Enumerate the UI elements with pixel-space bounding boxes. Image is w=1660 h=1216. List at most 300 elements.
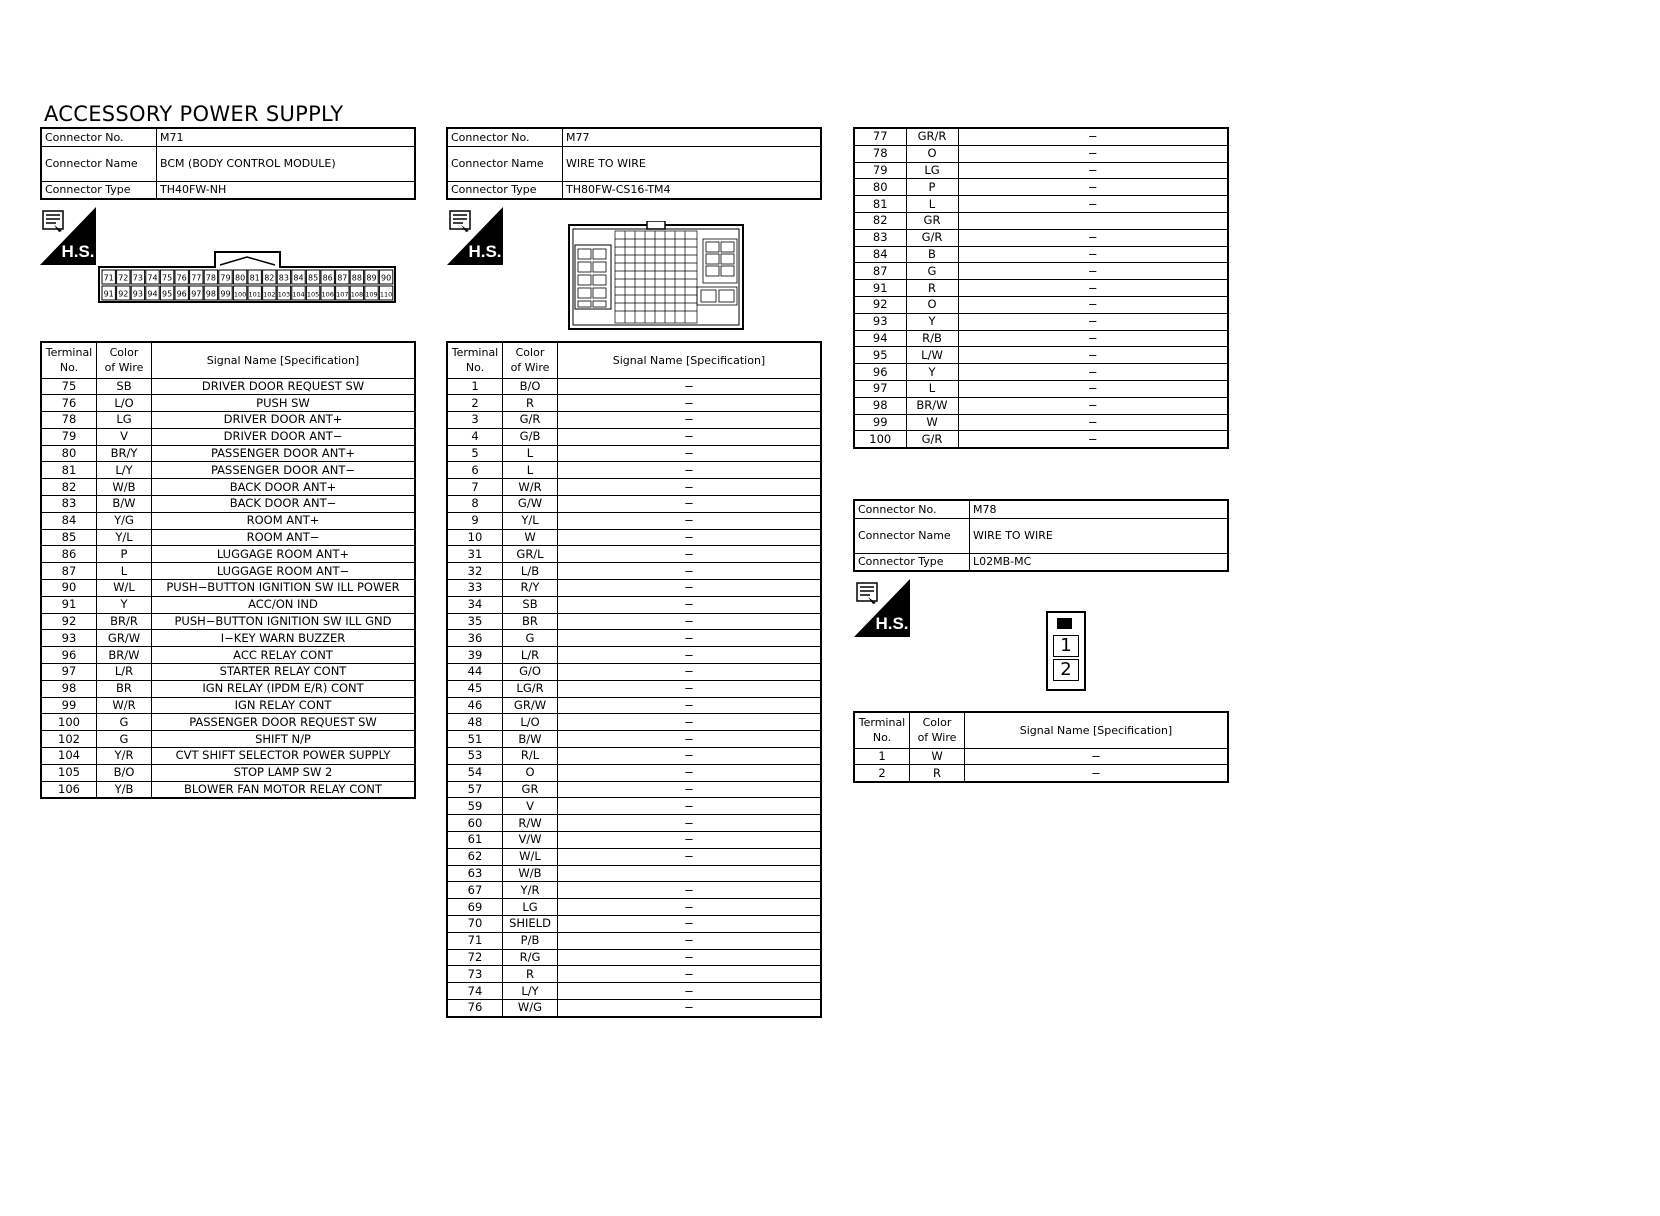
signal-name-cell: SHIFT N/P	[152, 731, 416, 748]
wire-color-cell: L/W	[906, 347, 958, 364]
wire-color-cell: G	[503, 630, 558, 647]
m77-info-table	[446, 127, 822, 200]
signal-name-cell: −	[958, 229, 1228, 246]
terminal-no-cell: 8	[447, 496, 503, 513]
terminal-no-cell: 98	[854, 397, 906, 414]
wire-color-cell: GR	[906, 212, 958, 229]
terminal-no-cell: 78	[41, 412, 97, 429]
table-row	[41, 764, 415, 781]
wire-color-cell: Y/G	[97, 512, 152, 529]
wire-color-cell: L/O	[503, 714, 558, 731]
table-row	[447, 832, 821, 849]
connector-type-label: Connector Type	[447, 181, 563, 199]
cavity-number: 93	[132, 289, 143, 299]
table-row	[447, 613, 821, 630]
signal-name-cell: ROOM ANT+	[152, 512, 416, 529]
terminal-no-cell: 73	[447, 966, 503, 983]
terminal-no-cell: 85	[41, 529, 97, 546]
terminal-no-cell: 99	[41, 697, 97, 714]
wire-color-cell: V	[97, 428, 152, 445]
wire-color-cell: GR/W	[97, 630, 152, 647]
terminal-no-cell: 84	[41, 512, 97, 529]
terminal-no-cell: 99	[854, 414, 906, 431]
table-row	[854, 212, 1228, 229]
m78-connector-block	[853, 499, 1229, 572]
signal-name-cell: −	[958, 263, 1228, 280]
cavity-number: 107	[336, 290, 349, 299]
signal-name-cell: ACC RELAY CONT	[152, 647, 416, 664]
signal-name-cell: CVT SHIFT SELECTOR POWER SUPPLY	[152, 748, 416, 765]
cavity-number: 94	[147, 289, 158, 299]
table-row	[854, 179, 1228, 196]
wire-color-cell: Y/R	[503, 882, 558, 899]
svg-text:H.S.: H.S.	[61, 242, 95, 261]
svg-text:H.S.: H.S.	[875, 614, 909, 633]
m71-connector-name: BCM (BODY CONTROL MODULE)	[157, 146, 416, 181]
wire-color-cell: LG/R	[503, 680, 558, 697]
page-title: ACCESSORY POWER SUPPLY	[44, 102, 344, 126]
signal-name-header: Signal Name [Specification]	[558, 342, 822, 378]
signal-name-cell: −	[958, 296, 1228, 313]
connector-no-label: Connector No.	[854, 500, 970, 518]
terminal-no-cell: 3	[447, 412, 503, 429]
m77-connector-name: WIRE TO WIRE	[563, 146, 822, 181]
wire-color-cell: W/L	[503, 848, 558, 865]
wire-color-cell: B/O	[503, 378, 558, 395]
signal-name-cell: I−KEY WARN BUZZER	[152, 630, 416, 647]
cavity-number: 81	[249, 273, 260, 283]
signal-name-cell: PASSENGER DOOR ANT−	[152, 462, 416, 479]
wire-color-cell: GR/L	[503, 546, 558, 563]
signal-name-cell: DRIVER DOOR ANT−	[152, 428, 416, 445]
cavity-number: 78	[205, 273, 216, 283]
terminal-no-cell: 94	[854, 330, 906, 347]
cavity-number: 106	[321, 290, 334, 299]
wire-color-cell: L	[906, 380, 958, 397]
terminal-no-cell: 51	[447, 731, 503, 748]
signal-name-cell: −	[558, 748, 822, 765]
wire-color-cell: SB	[503, 596, 558, 613]
signal-name-cell: PASSENGER DOOR REQUEST SW	[152, 714, 416, 731]
signal-name-cell: −	[558, 462, 822, 479]
wire-color-cell: L/B	[503, 563, 558, 580]
terminal-no-cell: 100	[854, 431, 906, 448]
wire-color-cell: Y/R	[97, 748, 152, 765]
table-row	[854, 765, 1228, 782]
terminal-no-cell: 93	[41, 630, 97, 647]
signal-name-cell: IGN RELAY (IPDM E/R) CONT	[152, 680, 416, 697]
wire-color-cell: B/W	[503, 731, 558, 748]
table-row	[447, 882, 821, 899]
wire-color-header: Color of Wire	[97, 342, 152, 378]
wire-color-cell: G/R	[503, 412, 558, 429]
wire-color-cell: LG	[503, 899, 558, 916]
signal-name-cell: DRIVER DOOR ANT+	[152, 412, 416, 429]
terminal-no-cell: 33	[447, 580, 503, 597]
signal-name-cell: −	[558, 563, 822, 580]
m77-connector-face	[567, 221, 745, 335]
signal-name-cell: −	[558, 983, 822, 1000]
connector-lock-key	[1057, 618, 1072, 629]
terminal-no-cell: 98	[41, 680, 97, 697]
table-row	[447, 949, 821, 966]
m71-connector-face	[97, 249, 397, 308]
table-row	[447, 580, 821, 597]
terminal-no-cell: 83	[41, 496, 97, 513]
m71-connector-no: M71	[157, 128, 416, 146]
terminal-no-cell: 2	[854, 765, 910, 782]
signal-name-cell: −	[558, 445, 822, 462]
wire-color-cell: R	[906, 280, 958, 297]
cavity-number: 91	[103, 289, 114, 299]
wire-color-cell: V/W	[503, 832, 558, 849]
signal-name-cell: −	[558, 596, 822, 613]
cavity-number: 109	[365, 290, 378, 299]
signal-name-cell: IGN RELAY CONT	[152, 697, 416, 714]
cavity-number: 76	[176, 273, 187, 283]
signal-name-cell: −	[558, 630, 822, 647]
signal-name-cell: −	[958, 280, 1228, 297]
wire-color-cell: G/W	[503, 496, 558, 513]
table-row	[854, 347, 1228, 364]
wire-color-cell: W	[906, 414, 958, 431]
table-row	[41, 529, 415, 546]
terminal-no-header: Terminal No.	[854, 712, 910, 748]
terminal-no-cell: 93	[854, 313, 906, 330]
connector-no-label: Connector No.	[447, 128, 563, 146]
wire-color-cell: W	[503, 529, 558, 546]
table-row	[41, 731, 415, 748]
signal-name-cell: −	[558, 949, 822, 966]
terminal-no-cell: 90	[41, 580, 97, 597]
table-row	[447, 563, 821, 580]
cavity-number: 82	[264, 273, 275, 283]
terminal-no-cell: 7	[447, 479, 503, 496]
wire-color-cell: BR	[503, 613, 558, 630]
table-row	[41, 546, 415, 563]
cavity-number: 88	[351, 273, 362, 283]
connector-type-label: Connector Type	[41, 181, 157, 199]
table-row	[447, 596, 821, 613]
table-row	[447, 462, 821, 479]
m78-connector-no: M78	[970, 500, 1229, 518]
terminal-no-cell: 96	[854, 364, 906, 381]
signal-name-cell: −	[958, 145, 1228, 162]
signal-name-cell: PUSH SW	[152, 395, 416, 412]
harness-side-icon	[854, 579, 910, 637]
table-row	[447, 428, 821, 445]
terminal-no-cell: 82	[41, 479, 97, 496]
connector-name-label: Connector Name	[447, 146, 563, 181]
cavity-number: 80	[235, 273, 246, 283]
terminal-no-cell: 102	[41, 731, 97, 748]
signal-name-cell: LUGGAGE ROOM ANT+	[152, 546, 416, 563]
table-row	[41, 647, 415, 664]
signal-name-cell: −	[558, 731, 822, 748]
table-row	[854, 296, 1228, 313]
terminal-no-cell: 69	[447, 899, 503, 916]
connector-no-label: Connector No.	[41, 128, 157, 146]
signal-name-cell: −	[958, 196, 1228, 213]
cavity-number: 87	[337, 273, 348, 283]
terminal-no-cell: 76	[447, 999, 503, 1016]
signal-name-cell: −	[558, 882, 822, 899]
table-row	[854, 313, 1228, 330]
wire-color-cell: L	[97, 563, 152, 580]
wire-color-cell: L/R	[503, 647, 558, 664]
signal-name-cell: −	[958, 397, 1228, 414]
table-row	[447, 748, 821, 765]
signal-name-cell: −	[558, 714, 822, 731]
wire-color-cell: SHIELD	[503, 916, 558, 933]
terminal-no-cell: 67	[447, 882, 503, 899]
m78-connector-name: WIRE TO WIRE	[970, 518, 1229, 553]
table-row	[447, 630, 821, 647]
wire-color-cell: B/W	[97, 496, 152, 513]
m71-info-table	[40, 127, 416, 200]
terminal-no-header: Terminal No.	[41, 342, 97, 378]
terminal-no-cell: 91	[41, 596, 97, 613]
signal-name-cell	[558, 865, 822, 882]
table-row	[41, 781, 415, 798]
wire-color-cell: W/B	[97, 479, 152, 496]
wire-color-cell: B/O	[97, 764, 152, 781]
connector-name-label: Connector Name	[41, 146, 157, 181]
wire-color-cell: R/G	[503, 949, 558, 966]
wire-color-cell: R	[503, 966, 558, 983]
signal-name-cell: −	[558, 764, 822, 781]
terminal-no-cell: 44	[447, 664, 503, 681]
table-row	[854, 330, 1228, 347]
terminal-no-cell: 97	[854, 380, 906, 397]
terminal-no-cell: 10	[447, 529, 503, 546]
terminal-no-cell: 46	[447, 697, 503, 714]
table-row	[447, 848, 821, 865]
wire-color-cell: R	[503, 395, 558, 412]
wire-color-cell: W/R	[97, 697, 152, 714]
signal-name-cell: −	[558, 412, 822, 429]
terminal-no-cell: 87	[854, 263, 906, 280]
table-row	[41, 512, 415, 529]
terminal-no-cell: 95	[854, 347, 906, 364]
m71-pin-table	[40, 341, 416, 799]
signal-name-cell: −	[958, 246, 1228, 263]
terminal-no-cell: 59	[447, 798, 503, 815]
signal-name-cell: −	[958, 414, 1228, 431]
signal-name-cell: −	[558, 664, 822, 681]
terminal-no-cell: 72	[447, 949, 503, 966]
table-row	[447, 412, 821, 429]
wire-color-cell: GR/W	[503, 697, 558, 714]
terminal-no-cell: 45	[447, 680, 503, 697]
table-row	[41, 580, 415, 597]
m77-connector-block	[446, 127, 822, 200]
table-row	[854, 748, 1228, 765]
table-row	[41, 462, 415, 479]
connector-type-label: Connector Type	[854, 553, 970, 571]
wire-color-cell: BR/R	[97, 613, 152, 630]
m78-info-table	[853, 499, 1229, 572]
wire-color-cell: B	[906, 246, 958, 263]
terminal-no-cell: 80	[41, 445, 97, 462]
wire-color-cell: LG	[906, 162, 958, 179]
table-row	[447, 798, 821, 815]
cavity-number: 79	[220, 273, 231, 283]
table-row	[41, 428, 415, 445]
table-row	[41, 664, 415, 681]
cavity-number: 85	[308, 273, 319, 283]
terminal-no-cell: 32	[447, 563, 503, 580]
table-row	[447, 731, 821, 748]
terminal-no-cell: 75	[41, 378, 97, 395]
signal-name-cell: −	[558, 395, 822, 412]
signal-name-cell: −	[558, 512, 822, 529]
wire-color-cell: P	[97, 546, 152, 563]
terminal-no-cell: 104	[41, 748, 97, 765]
signal-name-cell: BACK DOOR ANT−	[152, 496, 416, 513]
wire-color-cell: G/R	[906, 229, 958, 246]
signal-name-cell	[958, 212, 1228, 229]
terminal-no-cell: 4	[447, 428, 503, 445]
m71-pin-table-wrap	[40, 341, 416, 799]
signal-name-cell: −	[558, 798, 822, 815]
wire-color-cell: SB	[97, 378, 152, 395]
wire-color-cell: O	[906, 296, 958, 313]
terminal-no-cell: 34	[447, 596, 503, 613]
table-row	[447, 697, 821, 714]
table-row	[854, 280, 1228, 297]
signal-name-cell: −	[965, 765, 1229, 782]
wire-color-cell: BR/W	[97, 647, 152, 664]
signal-name-cell: −	[958, 330, 1228, 347]
cavity-number: 102	[263, 290, 276, 299]
terminal-no-cell: 9	[447, 512, 503, 529]
cavity-number: 99	[220, 289, 231, 299]
table-row	[41, 596, 415, 613]
cavity-number: 104	[292, 290, 305, 299]
table-row	[447, 815, 821, 832]
wire-color-cell: Y/B	[97, 781, 152, 798]
m77-pin-table	[446, 341, 822, 1018]
wire-color-cell: G	[906, 263, 958, 280]
wire-color-cell: BR	[97, 680, 152, 697]
signal-name-cell: LUGGAGE ROOM ANT−	[152, 563, 416, 580]
signal-name-cell: −	[558, 999, 822, 1016]
signal-name-header: Signal Name [Specification]	[965, 712, 1229, 748]
terminal-no-cell: 71	[447, 932, 503, 949]
signal-name-cell: −	[965, 748, 1229, 765]
signal-name-cell: −	[958, 380, 1228, 397]
terminal-no-cell: 78	[854, 145, 906, 162]
terminal-no-cell: 97	[41, 664, 97, 681]
cavity-number: 74	[147, 273, 158, 283]
wire-color-header: Color of Wire	[910, 712, 965, 748]
wire-color-cell: L/Y	[503, 983, 558, 1000]
terminal-no-cell: 6	[447, 462, 503, 479]
cavity-number: 96	[176, 289, 187, 299]
signal-name-cell: ROOM ANT−	[152, 529, 416, 546]
wire-color-cell: G	[97, 714, 152, 731]
signal-name-cell: −	[958, 364, 1228, 381]
signal-name-cell: PASSENGER DOOR ANT+	[152, 445, 416, 462]
wire-color-cell: Y	[906, 364, 958, 381]
terminal-no-cell: 76	[41, 395, 97, 412]
terminal-no-cell: 79	[41, 428, 97, 445]
table-row	[41, 613, 415, 630]
table-row	[41, 412, 415, 429]
table-row	[854, 364, 1228, 381]
terminal-no-cell: 61	[447, 832, 503, 849]
wire-color-cell: LG	[97, 412, 152, 429]
terminal-no-cell: 2	[447, 395, 503, 412]
signal-name-cell: −	[558, 647, 822, 664]
terminal-no-cell: 63	[447, 865, 503, 882]
terminal-no-cell: 82	[854, 212, 906, 229]
cavity-number: 72	[118, 273, 129, 283]
cavity-number: 73	[132, 273, 143, 283]
cavity-number: 105	[306, 290, 320, 299]
terminal-no-cell: 5	[447, 445, 503, 462]
wire-color-cell: L	[503, 462, 558, 479]
cavity-number: 108	[350, 290, 364, 299]
harness-side-icon	[447, 207, 503, 265]
table-row	[854, 263, 1228, 280]
table-row	[447, 529, 821, 546]
table-row	[854, 128, 1228, 145]
terminal-no-cell: 1	[447, 378, 503, 395]
table-row	[854, 145, 1228, 162]
terminal-no-header: Terminal No.	[447, 342, 503, 378]
signal-name-cell: −	[558, 546, 822, 563]
table-row	[447, 496, 821, 513]
wire-color-cell: G/O	[503, 664, 558, 681]
table-row	[41, 680, 415, 697]
wire-color-cell: L/O	[97, 395, 152, 412]
terminal-no-cell: 91	[854, 280, 906, 297]
harness-side-icon	[40, 207, 96, 265]
table-row	[447, 378, 821, 395]
terminal-no-cell: 86	[41, 546, 97, 563]
signal-name-cell: −	[558, 848, 822, 865]
wire-color-cell: W	[910, 748, 965, 765]
signal-name-cell: −	[958, 313, 1228, 330]
table-row	[41, 395, 415, 412]
terminal-no-cell: 39	[447, 647, 503, 664]
terminal-no-cell: 36	[447, 630, 503, 647]
wire-color-cell: BR/W	[906, 397, 958, 414]
terminal-no-cell: 84	[854, 246, 906, 263]
terminal-no-cell: 80	[854, 179, 906, 196]
signal-name-cell: BACK DOOR ANT+	[152, 479, 416, 496]
signal-name-cell: −	[558, 932, 822, 949]
table-row	[41, 748, 415, 765]
wire-color-cell: W/G	[503, 999, 558, 1016]
terminal-no-cell: 79	[854, 162, 906, 179]
m78-pin-table-wrap	[853, 711, 1229, 783]
table-row	[447, 664, 821, 681]
table-row	[41, 714, 415, 731]
wire-color-cell: G	[97, 731, 152, 748]
table-row	[41, 378, 415, 395]
table-row	[854, 162, 1228, 179]
wire-color-cell: Y/L	[503, 512, 558, 529]
table-row	[41, 496, 415, 513]
table-row	[447, 512, 821, 529]
terminal-no-cell: 74	[447, 983, 503, 1000]
terminal-no-cell: 106	[41, 781, 97, 798]
table-row	[447, 899, 821, 916]
wire-color-cell: L/R	[97, 664, 152, 681]
